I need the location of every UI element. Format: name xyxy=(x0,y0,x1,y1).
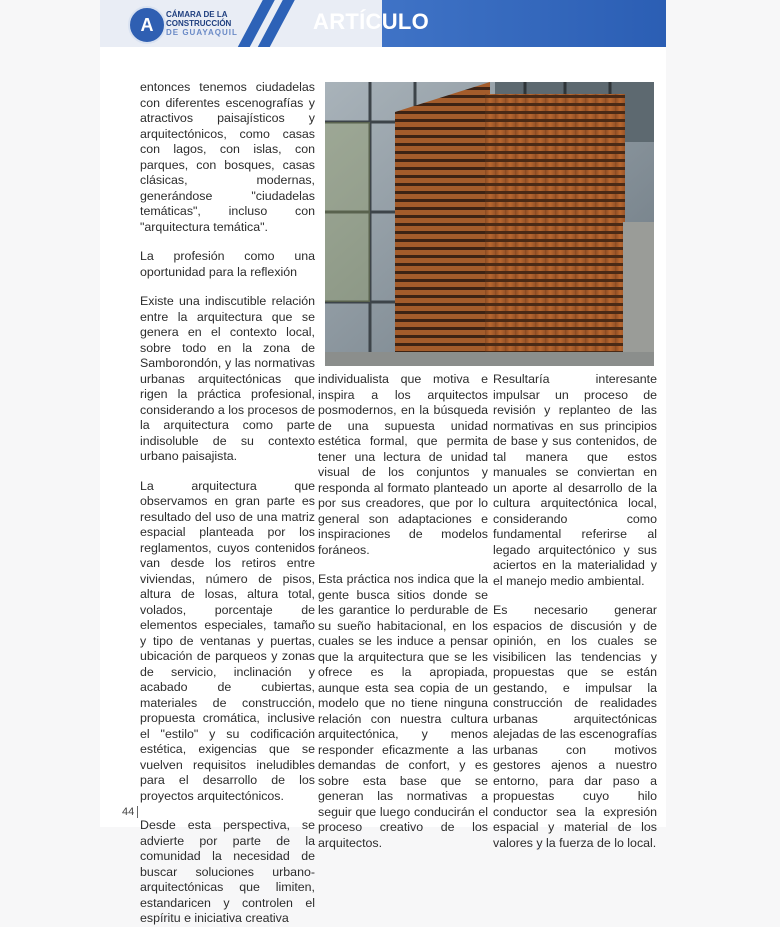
building-photo xyxy=(325,82,654,366)
col2-paragraph-1: individualista que motiva e inspira a los arquitectos posmodernos, en la búsqueda de una supuesta unidad estética formal, que permita tener una lectura de unidad visual de los conjuntos y responda al formato planteado por sus creadores, que por lo general son adaptaciones e inspiraciones de modelos foráneos. xyxy=(318,372,488,557)
building-photo-image xyxy=(325,82,654,366)
page-number: 44 xyxy=(122,806,138,818)
column-2 xyxy=(318,372,488,851)
col3-paragraph-1: Resultaría interesante impulsar un proceso de revisión y replanteo de las normativas en sus principios de base y sus contenidos, de tal manera que estos manuales se conviertan en un aporte al desarrollo de la cultura arquitectónica local, considerando como fundamental referirse al legado arquitectónico y sus aciertos en la materialidad y el manejo medio ambiental. xyxy=(493,372,657,588)
logo-icon: A xyxy=(128,6,166,44)
col1-paragraph-1: entonces tenemos ciudadelas con diferentes escenografías y atractivos paisajísticos y arquitectónicos, como casas con lagos, con islas, con parques, con bosques, casas clásicas, modernas, generándose "ciudadelas temáticas", incluso con "arquitectura temática". xyxy=(140,80,315,234)
logo-line-1: CÁMARA DE LA xyxy=(166,10,228,19)
col1-paragraph-2: Existe una indiscutible relación entre la arquitectura que se genera en el contexto local, sobre todo en la zona de Samborondón, y las normativas urbanas arquitectónicas que rigen la práctica profesional, considerando a los procesos de la arquitectura como parte indisoluble de su contexto urbano paisajista. xyxy=(140,294,315,463)
logo-line-3: DE GUAYAQUIL xyxy=(166,28,238,37)
logo-text xyxy=(166,10,276,37)
col2-paragraph-2: Esta práctica nos indica que la gente busca sitios donde se les garantice lo perdurable de su sueño habitacional, en los cuales se les induce a pensar que la arquitectura que se les ofrece es la apropiada, aunque esta sea copia de un modelo que no tiene ninguna relación con nuestra cultura arquitectónica, y menos responder eficazmente a las demandas de confort, y es sobre esta base que se generan las normativas a seguir que luego conducirán el proceso creativo de los arquitectos. xyxy=(318,572,488,850)
col1-heading: La profesión como una oportunidad para la reflexión xyxy=(140,249,315,279)
col1-paragraph-4: Desde esta perspectiva, se advierte por parte de la comunidad la necesidad de buscar soluciones urbano-arquitectónicas que limiten, estandaricen y controlen el espíritu e iniciativa creativa xyxy=(140,818,315,925)
col3-paragraph-2: Es necesario generar espacios de discusión y de opinión, en los cuales se visibilicen las tendencias y propuestas que se están gestando, e impulsar la construcción de realidades urbanas arquitectónicas alejadas de las escenografías urbanas con motivos gestores ajenos a nuestro entorno, para dar paso a propuestas cuyo hilo conductor sea la expresión espacial y material de los valores y la fuerza de lo local. xyxy=(493,603,657,850)
col1-paragraph-3: La arquitectura que observamos en gran parte es resultado del uso de una matriz espacial planteada por los reglamentos, cuyos contenidos van desde los retiros entre viviendas, número de pisos, altura de losas, altura total, volados, porcentaje de elementos especiales, tamaño y tipo de ventanas y puertas, ubicación de parqueos y zonas de servicio, inclinación y acabado de cubiertas, materiales de construcción, propuesta cromática, inclusive el "estilo" y su codificación estética, exigencias que se vuelven requisitos ineludibles para el desarrollo de los proyectos arquitectónicos. xyxy=(140,478,315,803)
column-3 xyxy=(493,372,657,851)
column-1 xyxy=(140,80,315,927)
logo-line-2: CONSTRUCCIÓN xyxy=(166,19,232,28)
section-title: ARTÍCULO xyxy=(313,9,430,34)
